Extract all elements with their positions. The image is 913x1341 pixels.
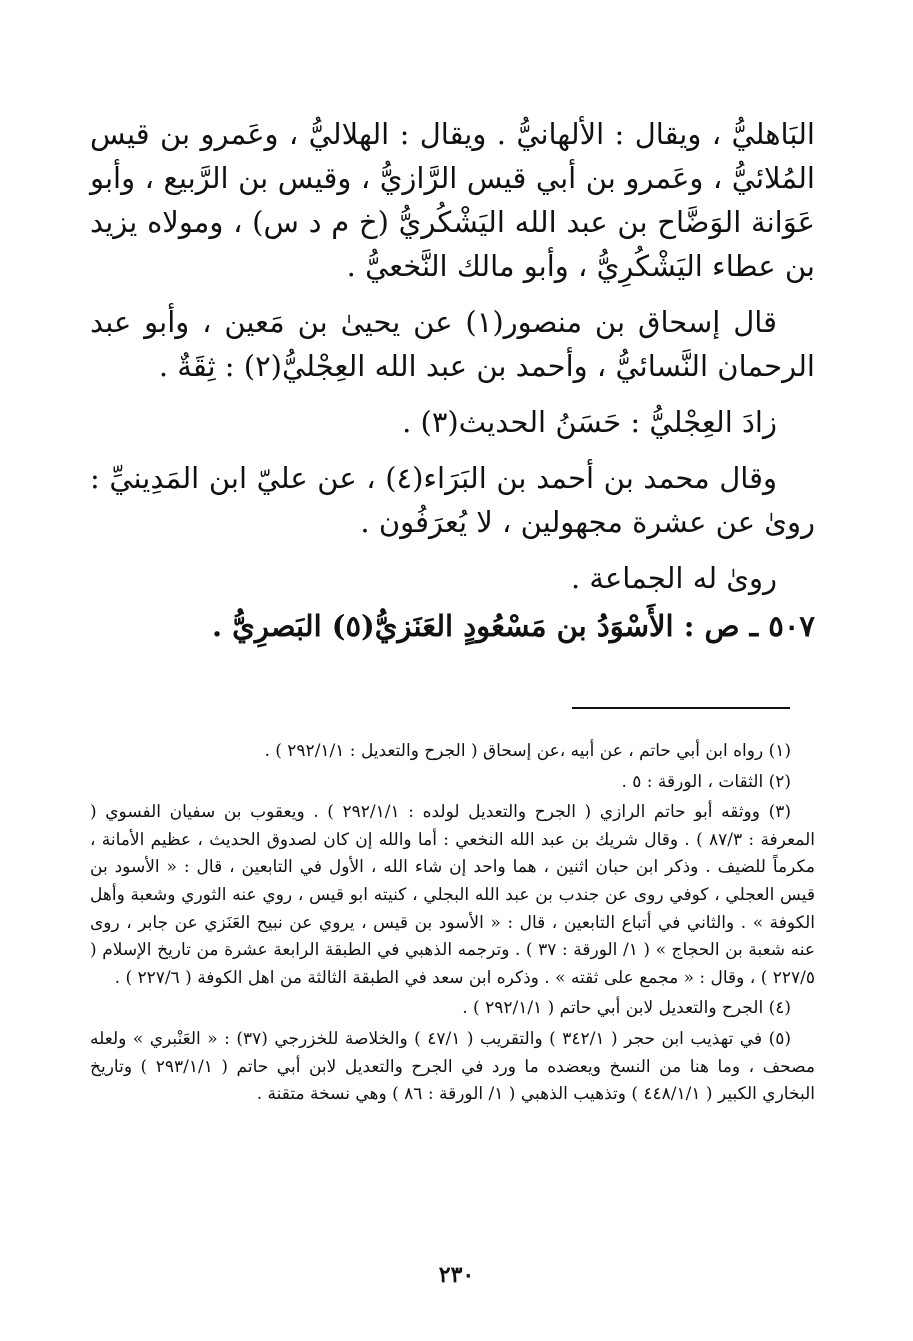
footnote-3: (٣) ووثقه أبو حاتم الرازي ( الجرح والتعديل لولده : ٢٩٢/١/١ ) . ويعقوب بن سفيان الفسوي ( المعرفة : ٨٧/٣ ) . وقال شريك بن عبد الله النخعي : أما والله إن كان لصدوق الحديث ، عظيم الأمانة ، مكرماً للضيف . وذكر ابن حبان اثنين ، هما واحد إن شاء الله ، الأول في التابعين ، قال : « الأسود بن قيس العجلي ، كوفي روى عن جندب بن عبد الله البجلي ، كنيته ابو قيس ، روي عنه الثوري وشعبة وأهل الكوفة » . والثاني في أتباع التابعين ، قال : « الأسود بن قيس ، يروي عن نبيح العَنَزي عن جابر ، روى عنه شعبة بن الحجاج » ( ١/ الورقة : ٣٧ ) . وترجمه الذهبي في الطبقة الرابعة عشرة من تاريخ الإسلام ( ٢٢٧/٥ ) ، وقال : « مجمع على ثقته » . وذكره ابن سعد في الطبقة الثالثة من اهل الكوفة ( ٢٢٧/٦ ) . <box>90 802 815 988</box>
footnote-5: (٥) في تهذيب ابن حجر ( ٣٤٢/١ ) والتقريب ( ٤٧/١ ) والخلاصة للخزرجي (٣٧) : « العَنْبري » ولعله مصحف ، وما هنا من النسخ ويعضده ما ورد في الجرح والتعديل لابن أبي حاتم ( ٢٩٣/١/١ ) وتاريخ البخاري الكبير ( ٤٤٨/١/١ ) وتذهيب الذهبي ( ١/ الورقة : ٨٦ ) وهي نسخة متقنة . <box>90 1028 816 1105</box>
footnote-1: (١) رواه ابن أبي حاتم ، عن أبيه ،عن إسحاق ( الجرح والتعديل : ٢٩٢/١/١ ) . <box>264 741 791 761</box>
paragraph-jamaa: روىٰ له الجماعة . <box>570 561 777 595</box>
paragraph-ijli: زادَ العِجْليُّ : حَسَنُ الحديث(٣) . <box>402 405 777 439</box>
footnote-4: (٤) الجرح والتعديل لابن أبي حاتم ( ٢٩٢/١/١ ) . <box>462 998 791 1019</box>
entry-heading: ٥٠٧ ـ ص : الأَسْوَدُ بن مَسْعُودٍ العَنَزيُّ(٥) البَصرِيُّ . <box>211 609 815 643</box>
footnote-2: (٢) الثقات ، الورقة : ٥ . <box>621 771 791 792</box>
page-number: ٢٣٠ <box>438 1262 475 1288</box>
footnotes <box>90 738 815 1112</box>
paragraph-tawthiq: قال إسحاق بن منصور(١) عن يحيىٰ بن مَعين ، وأبو عبد الرحمان النَّسائيُّ ، وأحمد بن عبد الله العِجْليُّ(٢) : ثِقَةٌ . <box>90 305 815 383</box>
paragraph-narrators: البَاهليُّ ، ويقال : الألهانيُّ . ويقال : الهلاليُّ ، وعَمرو بن قيس المُلائيُّ ، وعَمرو بن أبي قيس الرَّازيُّ ، وقيس بن الرَّبيع ، وأبو عَوَانة الوَضَّاح بن عبد الله اليَشْكُريُّ (خ م د س) ، ومولاه يزيد بن عطاء اليَشْكُرِيُّ ، وأبو مالك النَّخعيُّ . <box>90 117 815 283</box>
footnote-separator <box>572 707 790 709</box>
main-text <box>90 112 815 660</box>
paragraph-madini: وقال محمد بن أحمد بن البَرَاء(٤) ، عن عليّ ابن المَدِينيِّ : روىٰ عن عشرة مجهولين ، لا يُعرَفُون . <box>90 461 815 539</box>
